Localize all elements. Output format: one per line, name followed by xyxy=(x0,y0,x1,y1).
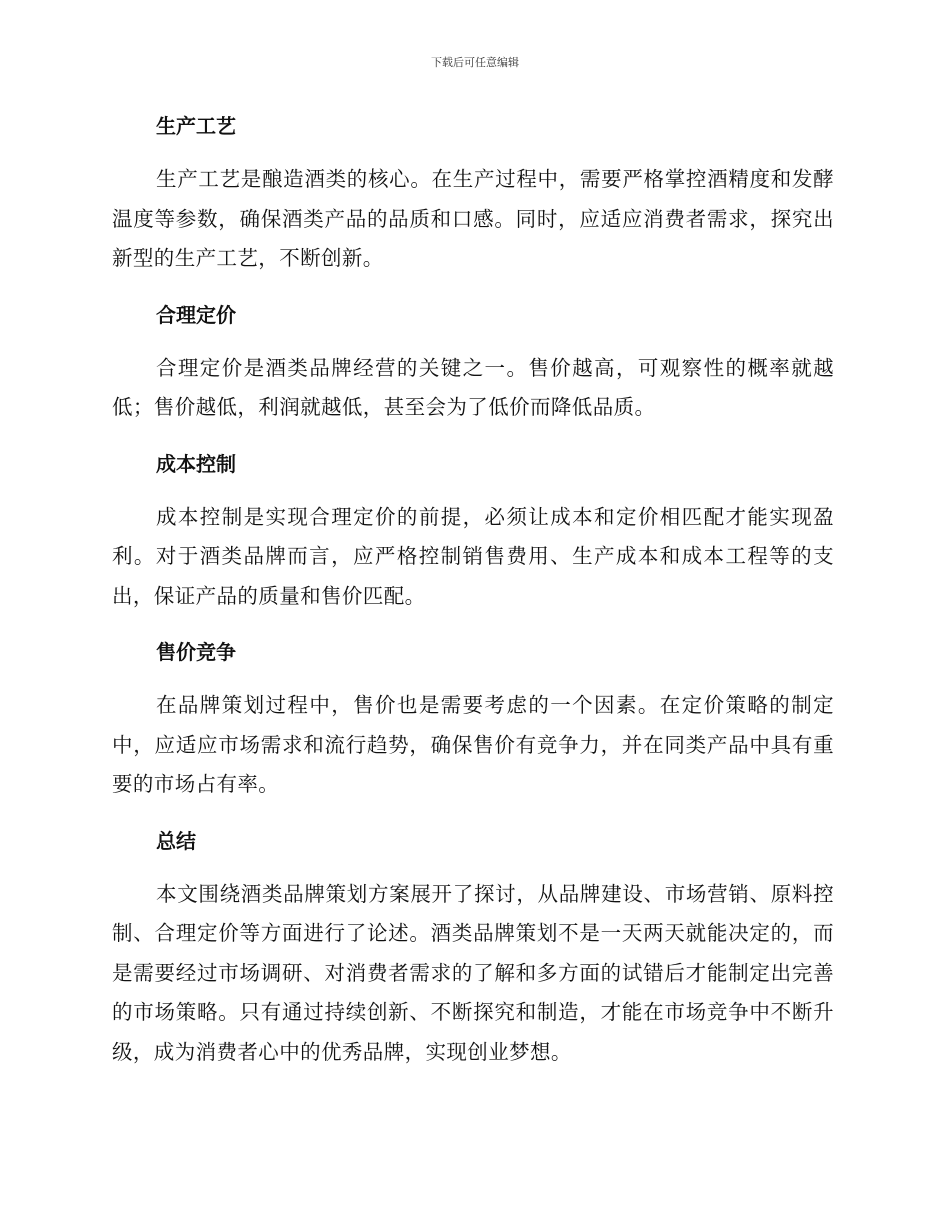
document-body xyxy=(112,110,834,1092)
section-paragraph: 合理定价是酒类品牌经营的关键之一。售价越高，可观察性的概率就越低；售价越低，利润就越低，甚至会为了低价而降低品质。 xyxy=(112,355,834,419)
section-paragraph: 生产工艺是酿造酒类的核心。在生产过程中，需要严格掌控酒精度和发酵温度等参数，确保酒类产品的品质和口感。同时，应适应消费者需求，探究出新型的生产工艺，不断创新。 xyxy=(112,167,834,270)
section-paragraph: 成本控制是实现合理定价的前提，必须让成本和定价相匹配才能实现盈利。对于酒类品牌而言，应严格控制销售费用、生产成本和成本工程等的支出，保证产品的质量和售价匹配。 xyxy=(112,504,834,608)
section-title: 成本控制 xyxy=(156,451,236,476)
section-paragraph: 本文围绕酒类品牌策划方案展开了探讨，从品牌建设、市场营销、原料控制、合理定价等方面进行了论述。酒类品牌策划不是一天两天就能决定的，而是需要经过市场调研、对消费者需求的了解和多方面的试错后才能制定出完善的市场策略。只有通过持续创新、不断探究和制造，才能在市场竞争中不断升级，成为消费者心中的优秀品牌，实现创业梦想。 xyxy=(112,881,834,1064)
section-title: 售价竞争 xyxy=(156,640,236,664)
section-price-competition xyxy=(112,636,834,805)
section-title: 合理定价 xyxy=(156,302,236,327)
section-title: 生产工艺 xyxy=(156,114,236,138)
section-title: 总结 xyxy=(156,828,196,853)
section-cost-control xyxy=(112,448,834,617)
page-header-note: 下载后可任意编辑 xyxy=(431,56,519,69)
section-summary xyxy=(112,825,834,1073)
section-reasonable-pricing xyxy=(112,299,834,428)
section-production-process xyxy=(112,110,834,279)
section-paragraph: 在品牌策划过程中，售价也是需要考虑的一个因素。在定价策略的制定中，应适应市场需求和流行趋势，确保售价有竞争力，并在同类产品中具有重要的市场占有率。 xyxy=(112,693,834,796)
